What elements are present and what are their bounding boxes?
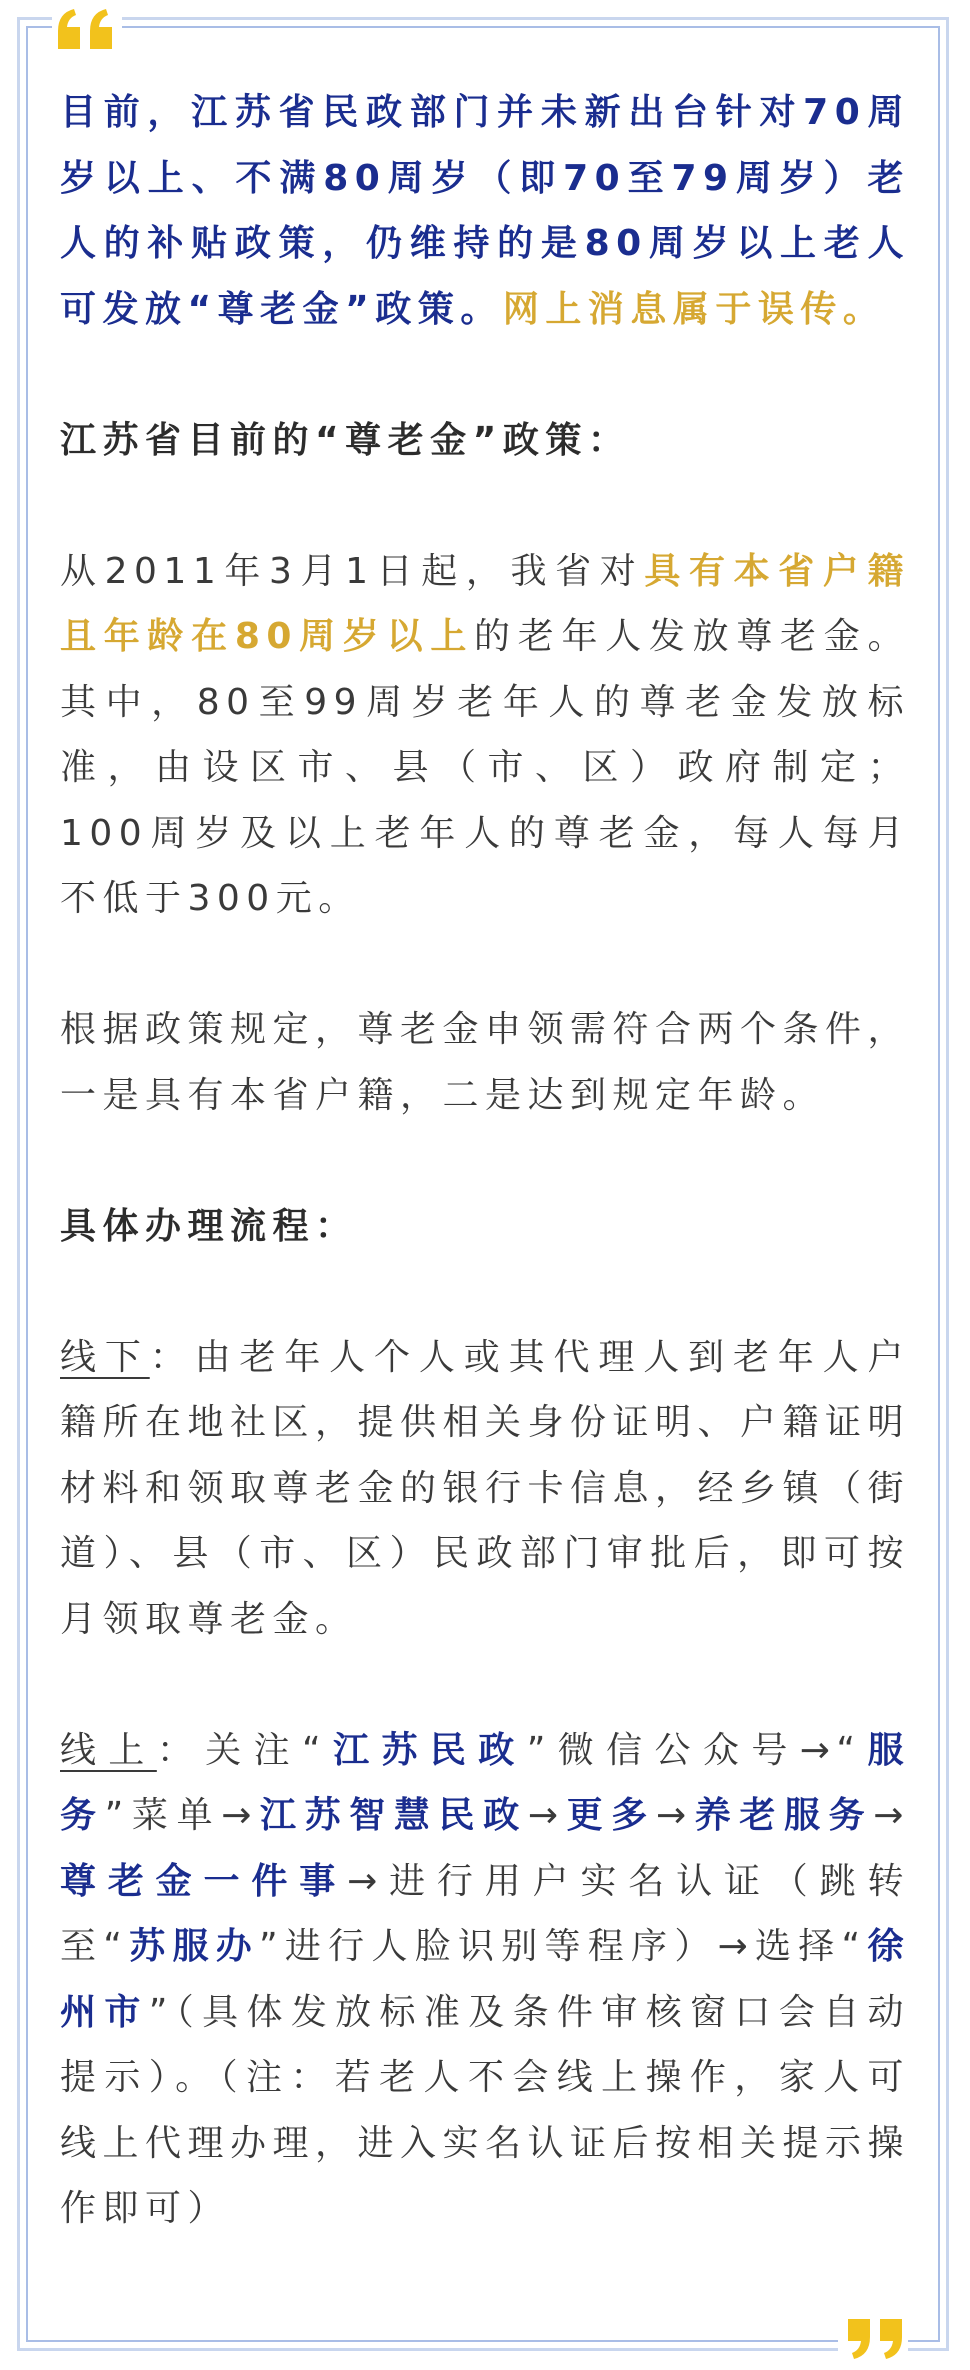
open-quote-icon	[52, 5, 122, 55]
intro-main-text: 目前，江苏省民政部门并未新出台针对70周岁以上、不满80周岁（即70至79周岁）老人的补贴政策，仍维持的是80周岁以上老人可发放“尊老金”政策。	[60, 92, 910, 330]
online-text-4: →进行用户实名认证（跳转至“	[60, 1860, 910, 1967]
online-process-paragraph	[60, 1718, 910, 2242]
offline-label: 线下	[60, 1336, 150, 1378]
policy-paragraph-2: 根据政策规定，尊老金申领需符合两个条件，一是具有本省户籍，二是达到规定年龄。	[60, 1009, 911, 1116]
process-heading: 具体办理流程：	[60, 1205, 358, 1247]
offline-text: ：由老年人个人或其代理人到老年人户籍所在地社区，提供相关身份证明、户籍证明材料和领取尊老金的银行卡信息，经乡镇（街道）、县（市、区）民政部门审批后，即可按月领取尊老金。	[60, 1336, 911, 1640]
policy-p1-end: 的老年人发放尊老金。其中，80至99周岁老年人的尊老金发放标准，由设区市、县（市、区）政府制定；100周岁及以上老年人的尊老金，每人每月不低于300元。	[60, 616, 910, 919]
online-text-3: ”菜单→	[104, 1795, 258, 1836]
zunlaojin-one-thing: 尊老金一件事	[60, 1860, 348, 1902]
policy-p1-start: 从2011年3月1日起，我省对	[60, 550, 645, 592]
online-text-6: ”（具体发放标准及条件审核窗口会自动提示）。（注：若老人不会线上操作，家人可线上代理办理，进入实名认证后按相关提示操作即可）	[60, 1991, 911, 2229]
xuzhou-city: 徐州市	[60, 1926, 910, 2033]
policy-heading: 江苏省目前的“尊老金”政策：	[60, 419, 631, 461]
article-body	[60, 80, 910, 2242]
smart-minzheng: 江苏智慧民政	[257, 1795, 528, 1836]
online-text-5: ”进行人脸识别等程序）→选择“	[259, 1926, 867, 1967]
online-arrow-3: →	[873, 1795, 910, 1836]
intro-paragraph	[60, 80, 910, 342]
online-text-2: ”微信公众号→“	[526, 1729, 862, 1771]
close-quote-icon	[838, 2313, 908, 2363]
policy-eligibility-highlight: 具有本省户籍且年龄在80周岁以上	[60, 550, 910, 657]
online-arrow-1: →	[527, 1795, 565, 1836]
online-arrow-2: →	[655, 1795, 693, 1836]
policy-paragraph-1	[60, 539, 910, 932]
jiangsu-minzheng-account: 江苏民政	[327, 1729, 527, 1771]
sufuban-app: 苏服办	[128, 1926, 259, 1967]
elderly-service-option: 养老服务	[692, 1795, 874, 1836]
online-label: 线上	[60, 1729, 157, 1771]
service-menu: 服务	[60, 1729, 910, 1836]
more-option: 更多	[564, 1795, 656, 1836]
offline-process-paragraph	[60, 1325, 910, 1653]
online-text-1: ：关注“	[156, 1729, 328, 1771]
rumor-note: 网上消息属于误传。	[502, 288, 886, 330]
